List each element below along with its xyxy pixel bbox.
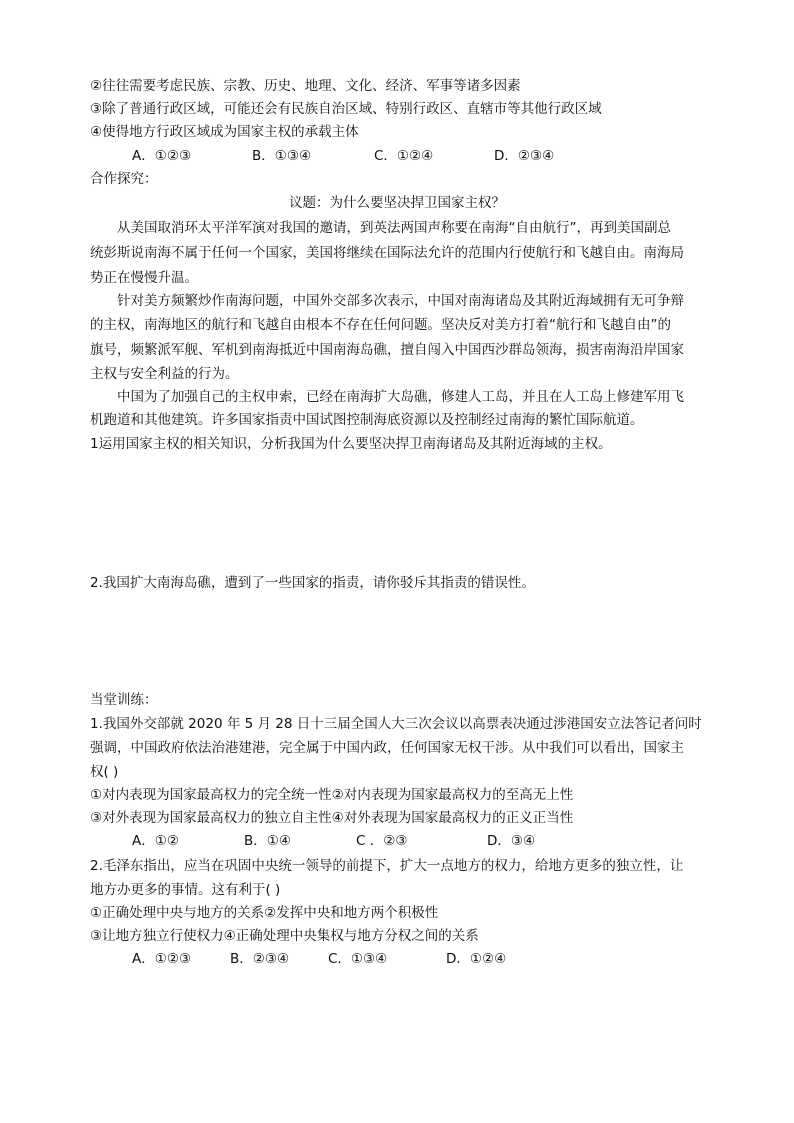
paragraph-2-line-2: 的主权，南海地区的航行和飞越自由根本不存在任何问题。坚决反对美方打着“航行和飞越自由”的 — [90, 317, 671, 333]
cooperation-heading: 合作探究： — [90, 171, 158, 187]
prev-option-a: A．①②③ — [132, 148, 192, 164]
training-q2-stem-line-1: 2.毛泽东指出，应当在巩固中央统一领导的前提下，扩大一点地方的权力，给地方更多的独立性，让 — [90, 858, 684, 874]
training-heading: 当堂训练： — [90, 692, 158, 708]
training-q1-stem-line-1: 1.我国外交部就 2020 年 5 月 28 日十三届全国人大三次会议以高票表决通过涉港国安立法答记者问时 — [90, 716, 702, 732]
paragraph-2-line-4: 主权与安全利益的行为。 — [90, 366, 239, 382]
paragraph-1-line-1: 从美国取消环太平洋军演对我国的邀请，到英法两国声称要在南海“自由航行”，再到美国副总 — [117, 220, 671, 236]
training-q2-option-d: D．①②④ — [446, 951, 507, 967]
paragraph-1-line-3: 势正在慢慢升温。 — [90, 270, 198, 286]
prev-option-b: B．①③④ — [252, 148, 312, 164]
paragraph-2-line-1: 针对美方频繁炒作南海问题，中国外交部多次表示，中国对南海诸岛及其附近海域拥有无可争辩 — [117, 293, 684, 309]
training-q2-item-2: ③让地方独立行使权力④正确处理中央集权与地方分权之间的关系 — [90, 928, 479, 944]
prev-question-item-3: ③除了普通行政区域，可能还会有民族自治区域、特别行政区、直辖市等其他行政区域 — [90, 101, 602, 117]
paragraph-2-line-3: 旗号，频繁派军舰、军机到南海抵近中国南海岛礁，擅自闯入中国西沙群岛领海，损害南海沿岸国家 — [90, 342, 684, 358]
training-q2-item-1: ①正确处理中央与地方的关系②发挥中央和地方两个积极性 — [90, 905, 439, 921]
training-q1-option-c: C ．②③ — [356, 833, 408, 849]
training-q2-option-b: B．②③④ — [230, 951, 290, 967]
training-q2-stem-line-2: 地方办更多的事情。这有利于( ) — [90, 882, 281, 898]
training-q1-option-d: D．③④ — [487, 833, 536, 849]
prev-question-item-4: ④使得地方行政区域成为国家主权的承载主体 — [90, 124, 359, 140]
training-q1-item-1: ①对内表现为国家最高权力的完全统一性②对内表现为国家最高权力的至高无上性 — [90, 787, 574, 803]
paragraph-1-line-2: 统彭斯说南海不属于任何一个国家，美国将继续在国际法允许的范围内行使航行和飞越自由。南海局 — [90, 245, 684, 261]
training-q2-option-c: C．①③④ — [328, 951, 388, 967]
training-q1-stem-line-2: 强调，中国政府依法治港建港，完全属于中国内政，任何国家无权干涉。从中我们可以看出，国家主 — [90, 740, 684, 756]
prev-option-d: D．②③④ — [494, 148, 555, 164]
cooperation-question-2: 2.我国扩大南海岛礁，遭到了一些国家的指责，请你驳斥其指责的错误性。 — [90, 575, 535, 591]
training-q2-option-a: A．①②③ — [132, 951, 192, 967]
paragraph-3-line-2: 机跑道和其他建筑。许多国家指责中国试图控制海底资源以及控制经过南海的繁忙国际航道。 — [90, 412, 644, 428]
training-q1-item-2: ③对外表现为国家最高权力的独立自主性④对外表现为国家最高权力的正义正当性 — [90, 810, 574, 826]
topic-title: 议题：为什么要坚决捍卫国家主权？ — [289, 195, 505, 211]
training-q1-option-a: A．①② — [132, 833, 179, 849]
paragraph-3-line-1: 中国为了加强自己的主权申索，已经在南海扩大岛礁，修建人工岛，并且在人工岛上修建军用飞 — [117, 389, 684, 405]
training-q1-option-b: B．①④ — [244, 833, 291, 849]
training-q1-stem-line-3: 权( ) — [90, 764, 119, 780]
prev-option-c: C．①②④ — [374, 148, 434, 164]
cooperation-question-1: 1运用国家主权的相关知识，分析我国为什么要坚决捍卫南海诸岛及其附近海域的主权。 — [90, 436, 612, 452]
prev-question-item-2: ②往往需要考虑民族、宗教、历史、地理、文化、经济、军事等诸多因素 — [90, 78, 521, 94]
